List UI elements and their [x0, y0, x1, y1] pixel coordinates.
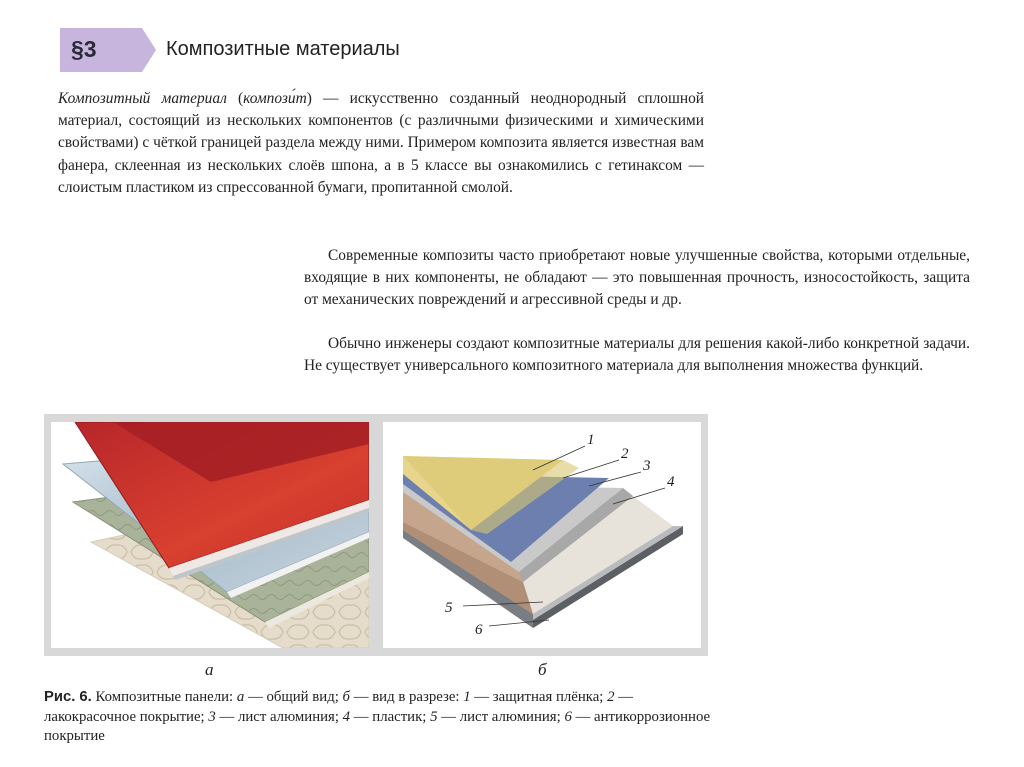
caption-number-6: 6 — [564, 708, 572, 725]
layer-number-2: 2 — [621, 446, 629, 462]
caption-text: — общий вид; — [244, 689, 343, 705]
layer-number-5: 5 — [445, 600, 453, 616]
term-composite: компози́т — [243, 90, 307, 107]
engineers-paragraph: Обычно инженеры создают композитные материалы для решения какой-либо конкретной задачи. Не существует универсального композитного материала для выполнения множества функций. — [304, 335, 970, 375]
figure-a-image — [51, 422, 369, 648]
caption-text: — защитная плёнка; — [470, 689, 608, 705]
composite-panels-illustration — [51, 422, 369, 648]
layer-number-3: 3 — [643, 458, 651, 474]
caption-letter-b: б — [342, 689, 350, 705]
caption-number-1: 1 — [463, 689, 471, 705]
caption-number-5: 5 — [430, 708, 438, 725]
caption-text: — лист алюминия; — [437, 708, 565, 725]
section-number: §3 — [71, 36, 97, 62]
layer-number-6: 6 — [475, 622, 483, 638]
figure-caption — [44, 688, 724, 747]
paren-open: ( — [226, 90, 244, 107]
caption-letter-a: а — [236, 689, 245, 705]
definition-paragraph — [58, 88, 704, 199]
figure-number: Рис. 6. — [44, 689, 92, 705]
caption-text: — антикоррозионное покрытие — [44, 708, 711, 745]
caption-text: — лакокрасочное покрытие; — [44, 689, 634, 725]
layer-cross-section-illustration — [383, 422, 701, 648]
layer-number-1: 1 — [587, 432, 595, 448]
figure-b-frame — [376, 414, 708, 656]
caption-text: — лист алюминия; — [215, 708, 343, 725]
definition-text: ) — искусственно созданный неоднородный сплошной материал, состоящий из нескольких компонентов (с различными физическими и химическими свойствами) с чёткой границей раздела между ними. Примером композита является известная вам фанера, склеенная из нескольких слоёв шпона, а в 5 классе вы ознакомились с гетинаксом — слоистым пластиком из спрессованной бумаги, пропитанной смолой. — [58, 90, 704, 196]
caption-number-3: 3 — [208, 708, 216, 725]
layer-number-4: 4 — [667, 474, 675, 490]
caption-number-4: 4 — [342, 708, 351, 725]
figure-label-a: а — [205, 660, 214, 679]
caption-text: — вид в разрезе: — [350, 689, 464, 705]
page-title: Композитные материалы — [166, 38, 400, 60]
caption-text: Композитные панели: — [91, 689, 237, 705]
figure-b-image — [383, 422, 701, 648]
term-composite-material: Композитный материал — [58, 90, 227, 107]
figure-label-b: б — [538, 660, 547, 679]
properties-paragraph: Современные композиты часто приобретают новые улучшенные свойства, которыми отдельные, входящие в них компоненты, не обладают — это повышенная прочность, износостойкость, защита от механических повреждений и агрессивной среды и др. — [304, 247, 970, 309]
caption-number-2: 2 — [607, 689, 615, 705]
caption-text: — пластик; — [350, 708, 431, 725]
figure-a-frame — [44, 414, 376, 656]
